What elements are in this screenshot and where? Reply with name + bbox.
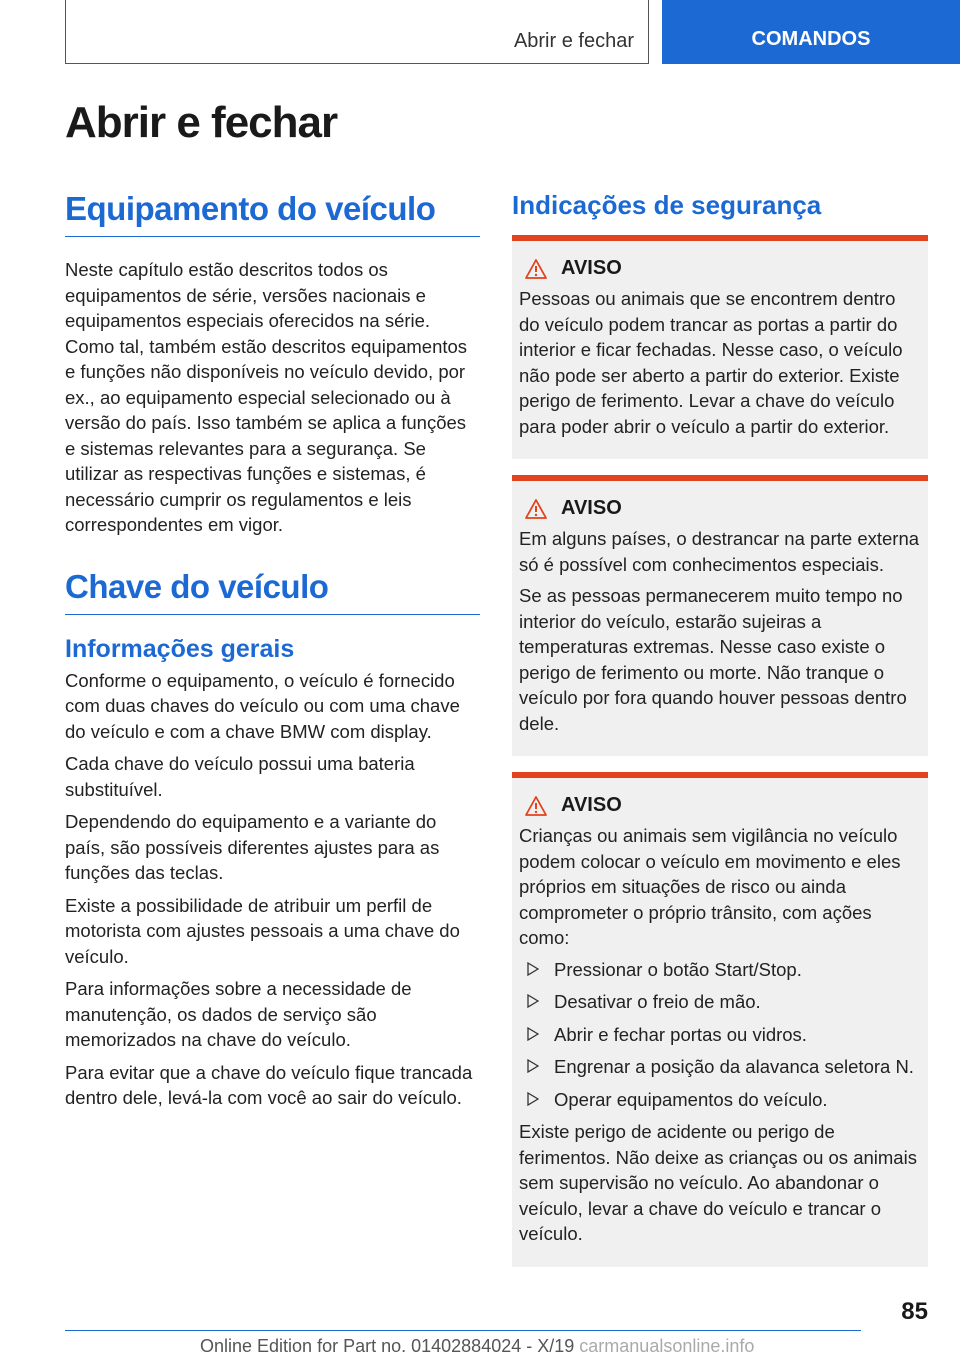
list-item [519, 1054, 921, 1080]
warning-header [525, 497, 921, 520]
warning-1-paragraph-1: Pessoas ou animais que se encontrem dentro do veículo podem trancar as portas a partir do interior e ficar fechadas. Nesse caso, o veículo não pode ser aberto a partir do exterior. Existe perigo de ferimento. Levar a chave do veículo para poder abrir o veículo a partir do exterior. [519, 288, 903, 437]
warning-header [525, 794, 921, 817]
section-chave-title: Chave do veículo [65, 568, 480, 615]
warning-box-2 [512, 475, 928, 756]
warning-triangle-icon [525, 499, 547, 519]
triangle-bullet-icon [527, 1092, 539, 1106]
warning-2-paragraph-1: Em alguns países, o destrancar na parte externa só é possível com conhecimentos especiais. [519, 528, 920, 575]
list-item [519, 1022, 921, 1048]
warning-3-outro: Existe perigo de acidente ou perigo de ferimentos. Não deixe as crianças ou os animais sem supervisão no veículo. Ao abandonar o veículo, levar a chave do veículo e trancar o veículo. [519, 1121, 917, 1244]
list-item [519, 1087, 921, 1113]
bullet-text: Engrenar a posição da alavanca seletora N. [554, 1056, 914, 1077]
chave-paragraph-6: Para evitar que a chave do veículo fique trancada dentro dele, levá-la com você ao sair do veículo. [65, 1061, 473, 1108]
chave-paragraph-5: Para informações sobre a necessidade de manutenção, os dados de serviço são memorizados na chave do veículo. [65, 978, 412, 1050]
bullet-text: Pressionar o botão Start/Stop. [554, 958, 802, 980]
footer-edition-text: Online Edition for Part no. 01402884024 - X/19 [200, 1336, 575, 1356]
chave-paragraph-1: Conforme o equipamento, o veículo é fornecido com duas chaves do veículo ou com uma chave do veículo e com a chave BMW com display. [65, 669, 460, 742]
warning-triangle-icon [525, 796, 547, 816]
section-equipamento-paragraph: Neste capítulo estão descritos todos os equipamentos de série, versões nacionais e equipamentos especiais oferecidos na série. Como tal, também estão descritos equipamentos e funções não disponíveis no veículo devido, por ex., ao equipamento especial selecionado ou à versão do país. Isso também se aplica a funções e sistemas relevantes para a segurança. Se utilizar as respectivas funções e sistemas, é necessário cumprir os regulamentos e leis correspondentes em vigor. [65, 259, 468, 535]
footer-watermark[interactable]: carmanualsonline.info [579, 1336, 755, 1356]
right-column [512, 190, 928, 1283]
list-item [519, 957, 921, 983]
warning-triangle-icon [525, 259, 547, 279]
warning-box-3 [512, 772, 928, 1267]
triangle-bullet-icon [527, 994, 539, 1008]
section-seguranca-title: Indicações de segurança [512, 190, 822, 220]
warning-header [525, 257, 921, 280]
warning-3-bullet-list [519, 957, 921, 1113]
warning-2-paragraph-2: Se as pessoas permanecerem muito tempo no interior do veículo, estarão sujeiras a temperaturas extremas. Nesse caso existe o perigo de ferimento ou morte. Não tranque o veículo por fora quando houver pessoas dentro dele. [519, 585, 907, 734]
triangle-bullet-icon [527, 1059, 539, 1073]
bullet-text: Desativar o freio de mão. [554, 991, 761, 1012]
chave-paragraph-2: Cada chave do veículo possui uma bateria substituível. [65, 753, 415, 800]
list-item [519, 989, 921, 1015]
warning-label: AVISO [561, 794, 622, 816]
section-equipamento-title: Equipamento do veículo [65, 190, 480, 237]
left-column [65, 190, 480, 1118]
page-number: 85 [901, 1298, 928, 1325]
bullet-text: Operar equipamentos do veículo. [554, 1088, 828, 1110]
chave-paragraph-4: Existe a possibilidade de atribuir um perfil de motorista com ajustes pessoais a uma chave do veículo. [65, 894, 460, 967]
header-box [65, 0, 649, 64]
warning-label: AVISO [561, 257, 622, 279]
triangle-bullet-icon [527, 1027, 539, 1041]
footer-divider [65, 1330, 861, 1331]
footer-edition [200, 1336, 754, 1357]
bullet-text: Abrir e fechar portas ou vidros. [554, 1023, 807, 1045]
subsection-informacoes-title: Informações gerais [65, 634, 295, 663]
triangle-bullet-icon [527, 962, 539, 976]
warning-3-intro: Crianças ou animais sem vigilância no veículo podem colocar o veículo em movimento e eles próprios em situações de risco ou ainda comprometer o próprio trânsito, com ações como: [519, 825, 901, 948]
chapter-tab[interactable]: COMANDOS [662, 0, 960, 64]
header-section-title: Abrir e fechar [513, 30, 634, 52]
warning-box-1 [512, 235, 928, 459]
warning-label: AVISO [561, 497, 622, 519]
page-title: Abrir e fechar [65, 98, 338, 147]
chave-paragraph-3: Dependendo do equipamento e a variante do país, são possíveis diferentes ajustes para as funções das teclas. [65, 811, 440, 883]
